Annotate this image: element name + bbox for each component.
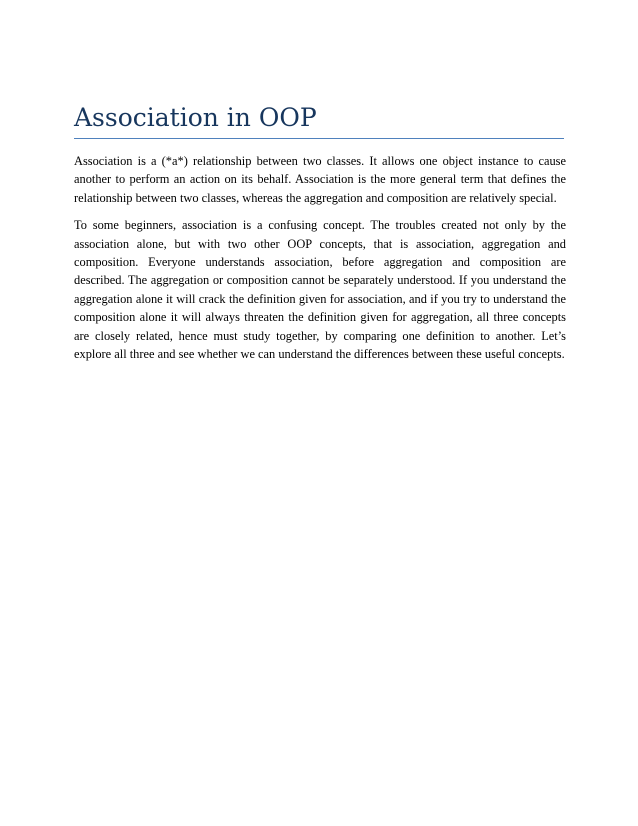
paragraph-2: To some beginners, association is a confusing concept. The troubles created not only by the association alone, but with two other OOP concepts, that is association, aggregation and composition. Everyone understands association, before aggregation and composition are described. The aggregation or composition cannot be separately understood. If you understand the aggregation alone it will crack the definition given for association, and if you try to understand the composition alone it will always threaten the definition given for aggregation, all three concepts are closely related, hence must study together, by comparing one definition to another. Let’s explore all three and see whether we can understand the differences between these useful concepts. [74, 218, 566, 362]
paragraph-1: Association is a (*a*) relationship between two classes. It allows one object instance to cause another to perform an action on its behalf. Association is the more general term that defines the relationship between two classes, whereas the aggregation and composition are relatively special. [74, 154, 566, 205]
page-title: Association in OOP [74, 103, 317, 132]
document-body [74, 152, 566, 372]
title-underline-rule [74, 138, 564, 139]
